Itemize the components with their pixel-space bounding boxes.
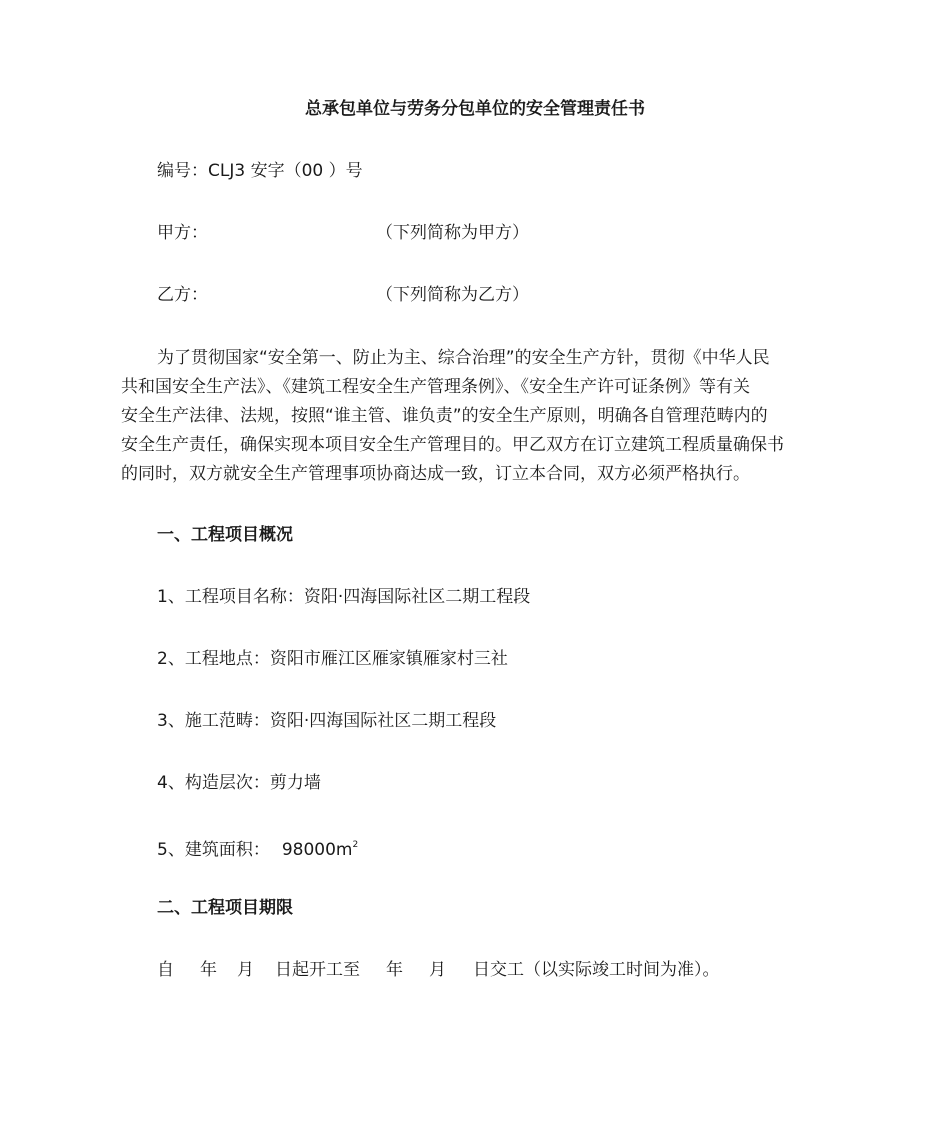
building-area [157,833,358,862]
building-area-label: 5、建筑面积： [157,840,270,860]
document-title: 总承包单位与劳务分包单位的安全管理责任书 [305,99,645,119]
section2-heading: 二、工程项目期限 [157,898,293,918]
document-number: 编号：CLJ3 安字（00 ）号 [157,161,363,181]
period-year: 年 [386,960,403,980]
period-month: 月 [429,960,446,980]
building-area-unit: 2 [352,840,359,850]
party-b-note: （下列简称为乙方） [376,285,529,305]
intro-paragraph [121,344,833,489]
party-a-label: 甲方： [157,223,208,243]
period-from: 自 [157,960,174,980]
section1-heading: 一、工程项目概况 [157,525,293,545]
intro-line: 安全生产责任，确保实现本项目安全生产管理目的。甲乙双方在订立建筑工程质量确保书 [121,435,784,455]
period-month: 月 [237,960,254,980]
intro-line: 为了贯彻国家“安全第一、防止为主、综合治理”的安全生产方针，贯彻《中华人民 [157,348,770,368]
period-year: 年 [200,960,217,980]
building-area-value: 98000m [281,840,353,860]
project-item: 3、施工范畴：资阳·四海国际社区二期工程段 [157,711,497,731]
period-end: 日交工（以实际竣工时间为准）。 [473,960,720,980]
party-b-label: 乙方： [157,285,208,305]
project-item: 4、构造层次：剪力墙 [157,773,321,793]
party-a-note: （下列简称为甲方） [376,223,529,243]
project-item: 1、工程项目名称：资阳·四海国际社区二期工程段 [157,587,531,607]
intro-line: 共和国安全生产法》、《建筑工程安全生产管理条例》、《安全生产许可证条例》等有关 [121,377,750,397]
project-item: 2、工程地点：资阳市雁江区雁家镇雁家村三社 [157,649,508,669]
intro-line: 的同时，双方就安全生产管理事项协商达成一致，订立本合同，双方必须严格执行。 [121,464,750,484]
intro-line: 安全生产法律、法规，按照“谁主管、谁负责”的安全生产原则，明确各自管理范畴内的 [121,406,768,426]
period-start: 日起开工至 [275,960,360,980]
period-line [157,958,720,982]
